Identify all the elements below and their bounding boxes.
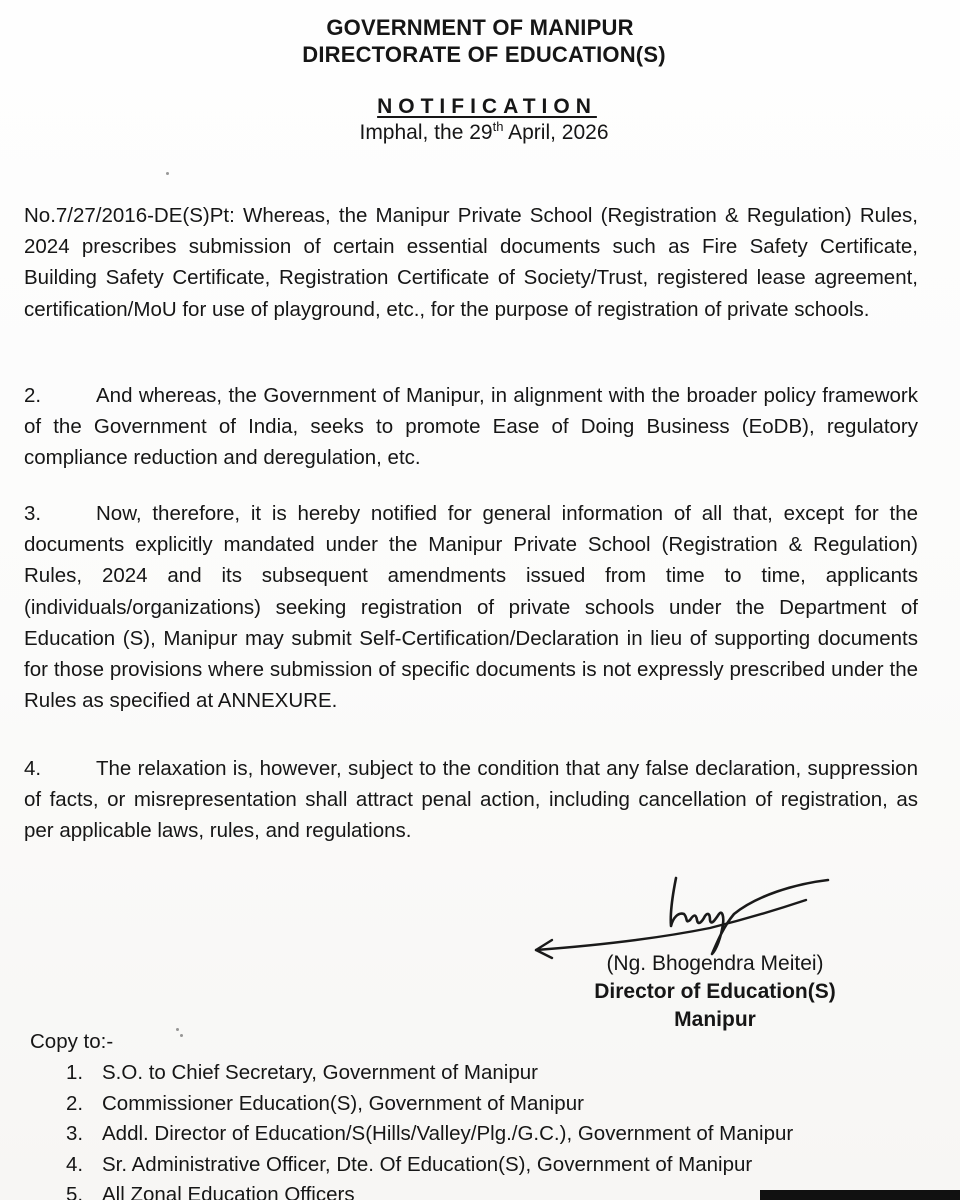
date-suffix: April, 2026 (503, 121, 609, 144)
paragraph-4 (24, 753, 918, 847)
signatory-designation: Director of Education(S) (594, 980, 836, 1003)
copy-to-item-text: Commissioner Education(S), Government of Manipur (102, 1091, 584, 1115)
copy-to-item (66, 1119, 793, 1150)
copy-to-item-text: All Zonal Education Officers (102, 1183, 355, 1200)
copy-to-item (66, 1089, 793, 1120)
paragraph-3 (24, 498, 918, 716)
copy-to-list (66, 1058, 793, 1200)
copy-to-item-number: 1. (66, 1061, 84, 1084)
copy-to-heading: Copy to:- (30, 1030, 114, 1053)
date-superscript: th (492, 119, 504, 134)
copy-to-item (66, 1180, 793, 1200)
paragraph-4-text: The relaxation is, however, subject to the condition that any false declaration, suppression of facts, or misrepresentation shall attract penal action, including cancellation of registration, as per applicable laws, rules, and regulations. (24, 757, 918, 843)
date-prefix: Imphal, the 29 (359, 121, 493, 144)
copy-to-item-text: Sr. Administrative Officer, Dte. Of Education(S), Government of Manipur (102, 1152, 753, 1176)
scan-speck (176, 1028, 179, 1031)
scan-edge-shadow (760, 1190, 960, 1200)
scan-speck (166, 172, 169, 175)
paragraph-1: No.7/27/2016-DE(S)Pt: Whereas, the Manipur Private School (Registration & Regulation) Rules, 2024 prescribes submission of certain essential documents such as Fire Safety Certificate, Building Safety Certificate, Registration Certificate of Society/Trust, registered lease agreement, certification/MoU for use of playground, etc., for the purpose of registration of private schools. (24, 204, 918, 321)
copy-to-item-text: Addl. Director of Education/S(Hills/Valley/Plg./G.C.), Government of Manipur (102, 1122, 794, 1145)
paragraph-3-text: Now, therefore, it is hereby notified for general information of all that, except for the documents explicitly mandated under the Manipur Private School (Registration & Regulation) Rules, 2024 and its subsequent amendments issued from time to time, applicants (individuals/organizations) seeking registration of private schools under the Department of Education (S), Manipur may submit Self-Certification/Declaration in lieu of supporting documents for those provisions where submission of specific documents is not expressly prescribed under the Rules as specified at ANNEXURE. (24, 502, 918, 713)
copy-to-item-number: 3. (66, 1122, 84, 1145)
copy-to-item (66, 1150, 793, 1181)
paragraph-2 (24, 380, 918, 474)
copy-to-item-text: S.O. to Chief Secretary, Government of Manipur (102, 1061, 538, 1084)
copy-to-item-number: 5. (66, 1183, 84, 1200)
signatory-block (560, 950, 870, 1034)
notification-title: NOTIFICATION (377, 95, 597, 118)
copy-to-item (66, 1058, 793, 1089)
signatory-name: (Ng. Bhogendra Meitei) (606, 952, 824, 975)
copy-to-item-number: 4. (66, 1152, 84, 1176)
document-header (0, 14, 960, 68)
signatory-place: Manipur (674, 1008, 756, 1031)
paragraph-2-text: And whereas, the Government of Manipur, in alignment with the broader policy framework of the Government of India, seeks to promote Ease of Doing Business (EoDB), regulatory compliance reduction and deregulation, etc. (24, 384, 918, 470)
paragraph-4-number: 4. (24, 757, 42, 780)
scan-speck (180, 1034, 183, 1037)
paragraph-2-number: 2. (24, 384, 42, 407)
paragraph-3-number: 3. (24, 502, 42, 525)
government-title: GOVERNMENT OF MANIPUR (326, 15, 634, 40)
directorate-title: DIRECTORATE OF EDUCATION(S) (302, 42, 666, 67)
date-line (0, 121, 960, 145)
copy-to-item-number: 2. (66, 1091, 84, 1115)
